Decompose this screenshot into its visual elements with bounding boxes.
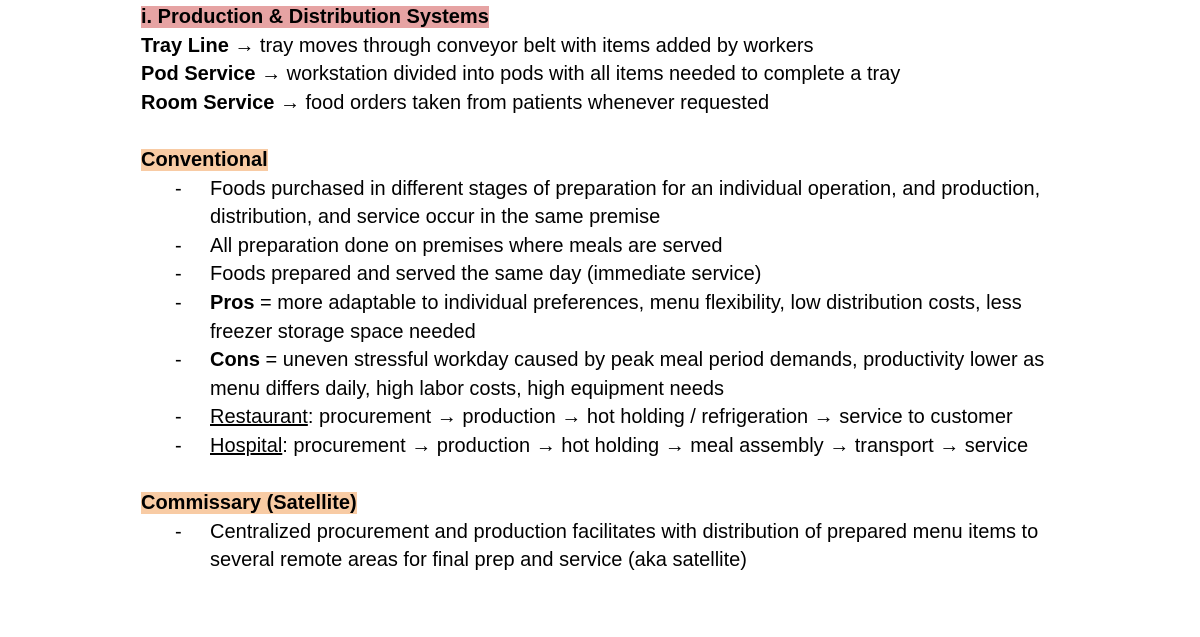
definition-line-tray-line xyxy=(141,32,1141,61)
list-item xyxy=(141,518,1080,575)
document-body xyxy=(141,3,1141,575)
section-heading-text: Conventional xyxy=(141,148,268,171)
definition-text: → tray moves through conveyor belt with items added by workers xyxy=(228,34,814,57)
list-item-text: Foods purchased in different stages of preparation for an individual operation, and production, distribution, and service occur in the same premise xyxy=(210,177,1041,229)
section-heading-text: Commissary (Satellite) xyxy=(141,492,357,515)
list-item-text: Centralized procurement and production facilitates with distribution of prepared menu items to several remote areas for final prep and service (aka satellite) xyxy=(210,520,1039,572)
dash-bullet: - xyxy=(175,234,182,257)
section-heading-text: i. Production & Distribution Systems xyxy=(141,6,489,28)
definition-text: → food orders taken from patients whenever requested xyxy=(274,91,770,114)
definition-text: → workstation divided into pods with all items needed to complete a tray xyxy=(255,63,901,86)
definition-line-room-service xyxy=(141,89,1141,118)
section-heading-commissary xyxy=(141,489,1141,518)
dash-bullet: - xyxy=(175,177,182,200)
term-room-service: Room Service xyxy=(141,91,275,114)
commissary-list xyxy=(141,518,1141,575)
list-item-text: = more adaptable to individual preferences, menu flexibility, low distribution costs, less freezer storage space needed xyxy=(210,291,1022,343)
spacer xyxy=(141,117,1141,146)
spacer xyxy=(141,461,1141,490)
pros-label: Pros xyxy=(210,291,255,314)
dash-bullet: - xyxy=(175,520,182,543)
list-item xyxy=(141,232,1080,261)
list-item xyxy=(141,175,1080,232)
dash-bullet: - xyxy=(175,406,182,429)
section-heading-conventional xyxy=(141,146,1141,175)
hospital-label: Hospital xyxy=(210,434,283,457)
list-item-text: : procurement → production → hot holding → meal assembly → transport → service xyxy=(282,434,1029,457)
cons-label: Cons xyxy=(210,349,260,372)
list-item-text: : procurement → production → hot holding / refrigeration → service to customer xyxy=(307,406,1013,429)
restaurant-label: Restaurant xyxy=(210,406,308,429)
list-item xyxy=(141,260,1080,289)
dash-bullet: - xyxy=(175,291,182,314)
list-item-text: = uneven stressful workday caused by peak meal period demands, productivity lower as menu differs daily, high labor costs, high equipment needs xyxy=(210,349,1045,400)
list-item-text: All preparation done on premises where meals are served xyxy=(210,234,723,257)
list-item-restaurant xyxy=(141,403,1080,432)
section-heading-production xyxy=(141,3,1141,32)
term-pod-service: Pod Service xyxy=(141,63,256,86)
list-item-text: Foods prepared and served the same day (immediate service) xyxy=(210,263,762,286)
dash-bullet: - xyxy=(175,349,182,372)
conventional-list xyxy=(141,175,1141,461)
dash-bullet: - xyxy=(175,263,182,286)
list-item-hospital xyxy=(141,432,1080,461)
term-tray-line: Tray Line xyxy=(141,34,229,57)
definition-line-pod-service xyxy=(141,60,1141,89)
list-item-pros xyxy=(141,289,1080,346)
list-item-cons xyxy=(141,346,1080,403)
dash-bullet: - xyxy=(175,434,182,457)
